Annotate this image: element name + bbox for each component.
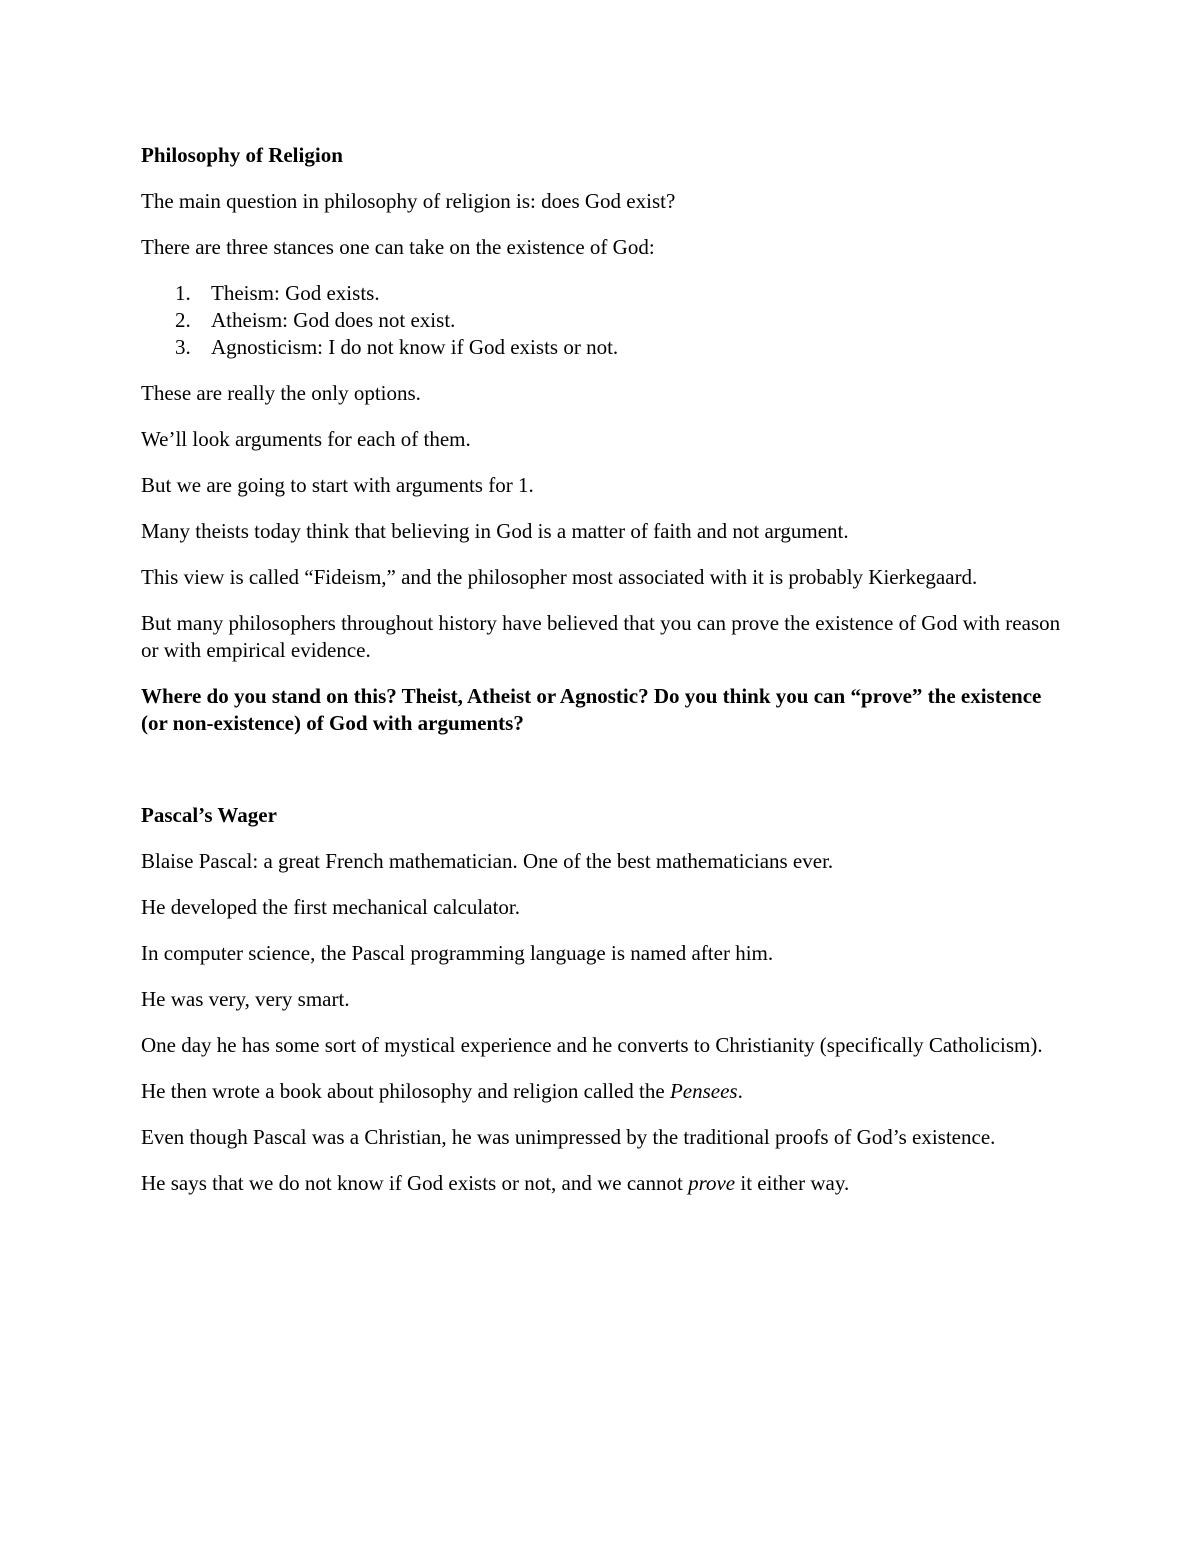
list-item <box>141 334 1071 361</box>
paragraph-main-question: The main question in philosophy of religion is: does God exist? <box>141 189 676 213</box>
paragraph-very-smart: He was very, very smart. <box>141 987 350 1011</box>
paragraph-cannot-prove <box>141 1170 1071 1197</box>
list-number: 2. <box>175 308 191 332</box>
list-number: 3. <box>175 335 191 359</box>
list-item-text: Agnosticism: I do not know if God exists or not. <box>211 335 619 359</box>
paragraph-text: He says that we do not know if God exists or not, and we cannot <box>141 1171 689 1195</box>
paragraph-unimpressed: Even though Pascal was a Christian, he was unimpressed by the traditional proofs of God’s existence. <box>141 1125 996 1149</box>
section-spacer <box>141 756 1071 802</box>
document-page <box>141 142 1071 1216</box>
paragraph-prove-existence: But many philosophers throughout history have believed that you can prove the existence of God with reason or with empirical evidence. <box>141 611 1061 662</box>
paragraph-only-options: These are really the only options. <box>141 381 421 405</box>
paragraph-faith-not-argument: Many theists today think that believing in God is a matter of faith and not argument. <box>141 519 849 543</box>
paragraph-mystical-experience: One day he has some sort of mystical experience and he converts to Christianity (specifically Catholicism). <box>141 1033 1043 1057</box>
paragraph-calculator: He developed the first mechanical calculator. <box>141 895 520 919</box>
paragraph-pensees <box>141 1078 1071 1105</box>
paragraph-start-with-1: But we are going to start with arguments for 1. <box>141 473 534 497</box>
paragraph-fideism: This view is called “Fideism,” and the philosopher most associated with it is probably Kierkegaard. <box>141 565 978 589</box>
stances-list <box>141 280 1071 361</box>
section-heading-philosophy-of-religion: Philosophy of Religion <box>141 143 343 167</box>
list-item <box>141 307 1071 334</box>
paragraph-programming-language: In computer science, the Pascal programming language is named after him. <box>141 941 774 965</box>
paragraph-look-arguments: We’ll look arguments for each of them. <box>141 427 471 451</box>
list-item-text: Atheism: God does not exist. <box>211 308 456 332</box>
section-heading-pascals-wager: Pascal’s Wager <box>141 803 277 827</box>
discussion-question: Where do you stand on this? Theist, Atheist or Agnostic? Do you think you can “prove” the existence (or non-existence) of God with arguments? <box>141 684 1042 735</box>
paragraph-three-stances: There are three stances one can take on the existence of God: <box>141 235 655 259</box>
list-number: 1. <box>175 281 191 305</box>
list-item-text: Theism: God exists. <box>211 281 380 305</box>
book-title: Pensees <box>669 1079 738 1103</box>
emphasis-prove: prove <box>688 1171 736 1195</box>
paragraph-text: it either way. <box>735 1171 850 1195</box>
list-item <box>141 280 1071 307</box>
paragraph-text: . <box>737 1079 743 1103</box>
paragraph-blaise-pascal: Blaise Pascal: a great French mathematician. One of the best mathematicians ever. <box>141 849 834 873</box>
paragraph-text: He then wrote a book about philosophy and religion called the <box>141 1079 670 1103</box>
